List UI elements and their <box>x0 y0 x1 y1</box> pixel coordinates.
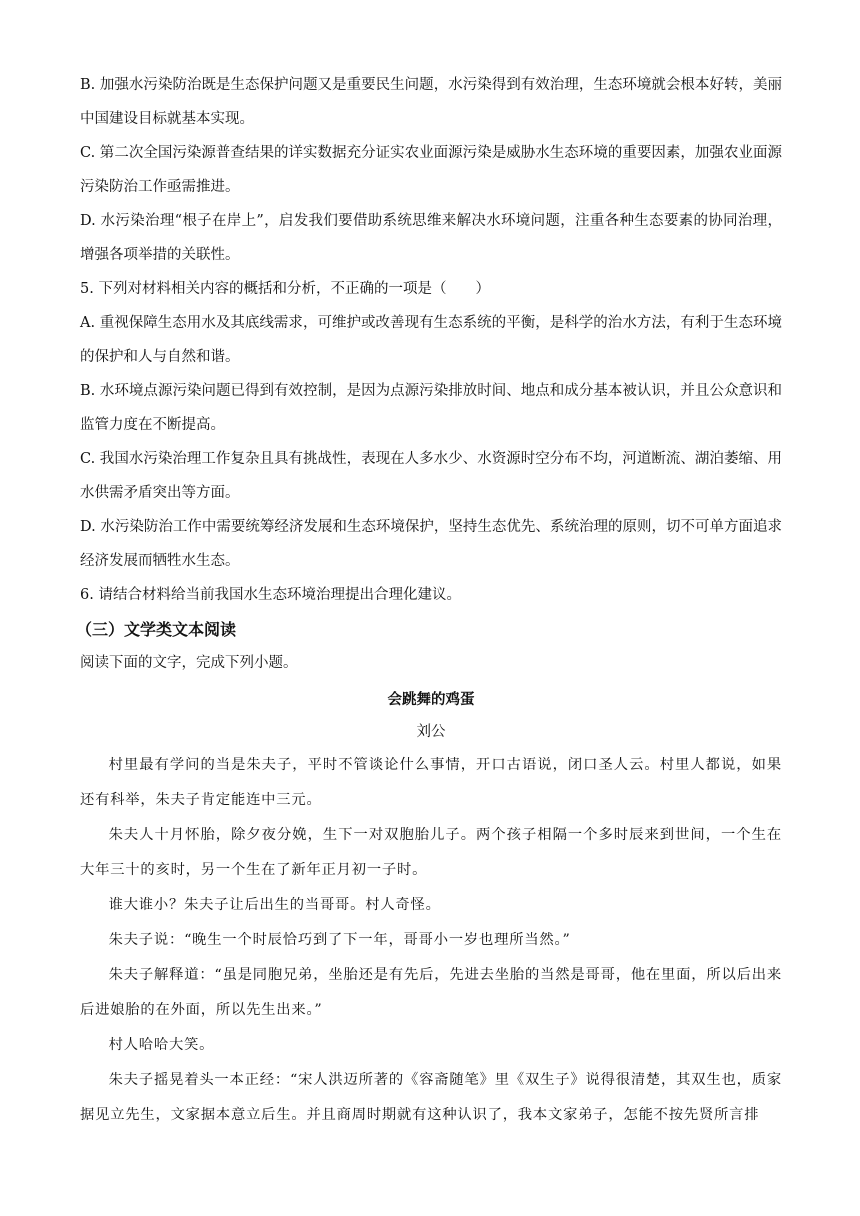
q4-option-c: C. 第二次全国污染源普查结果的详实数据充分证实农业面源污染是威胁水生态环境的重要因素，加强农业面源污染防治工作亟需推进。 <box>80 145 782 195</box>
story-paragraph: 朱夫人十月怀胎，除夕夜分娩，生下一对双胞胎儿子。两个孩子相隔一个多时辰来到世间，一个生在大年三十的亥时，另一个生在了新年正月初一子时。 <box>80 827 782 878</box>
q5-option-b: B. 水环境点源污染问题已得到有效控制，是因为点源污染排放时间、地点和成分基本被认识，并且公众意识和监管力度在不断提高。 <box>80 383 782 433</box>
section-heading: （三）文学类文本阅读 <box>76 620 237 639</box>
q4-option-b: B. 加强水污染防治既是生态保护问题又是重要民生问题，水污染得到有效治理，生态环境就会根本好转，美丽中国建设目标就基本实现。 <box>80 77 782 127</box>
q5-option-a: A. 重视保障生态用水及其底线需求，可维护或改善现有生态系统的平衡，是科学的治水方法，有利于生态环境的保护和人与自然和谐。 <box>80 315 782 365</box>
story-paragraph: 谁大谁小？朱夫子让后出生的当哥哥。村人奇怪。 <box>108 897 441 913</box>
q5-stem: 5. 下列对材料相关内容的概括和分析，不正确的一项是（ ） <box>80 281 490 297</box>
document-body <box>76 68 782 1133</box>
story-author: 刘公 <box>416 724 446 740</box>
story-paragraph: 朱夫子摇晃着头一本正经：“宋人洪迈所著的《容斋随笔》里《双生子》说得很清楚，其双生也，质家据见立先生，文家据本意立后生。并且商周时期就有这种认识了，我本文家弟子，怎能不按先贤所言排 <box>80 1072 782 1123</box>
story-paragraph: 村人哈哈大笑。 <box>108 1037 215 1053</box>
story-paragraph: 朱夫子说：“晚生一个时辰恰巧到了下一年，哥哥小一岁也理所当然。” <box>108 932 571 948</box>
q5-option-d: D. 水污染防治工作中需要统筹经济发展和生态环境保护，坚持生态优先、系统治理的原则，切不可单方面追求经济发展而牺牲水生态。 <box>80 519 782 569</box>
section-instruction: 阅读下面的文字，完成下列小题。 <box>80 655 298 671</box>
q6-stem: 6. 请结合材料给当前我国水生态环境治理提出合理化建议。 <box>80 587 461 603</box>
story-paragraph: 朱夫子解释道：“虽是同胞兄弟，坐胎还是有先后，先进去坐胎的当然是哥哥，他在里面，所以后出来后进娘胎的在外面，所以先生出来。” <box>80 967 782 1018</box>
q4-option-d: D. 水污染治理“根子在岸上”，启发我们要借助系统思维来解决水环境问题，注重各种生态要素的协同治理，增强各项举措的关联性。 <box>80 213 782 263</box>
story-paragraph: 村里最有学问的当是朱夫子，平时不管谈论什么事情，开口古语说，闭口圣人云。村里人都说，如果还有科举，朱夫子肯定能连中三元。 <box>80 757 782 808</box>
story-title: 会跳舞的鸡蛋 <box>387 691 475 708</box>
q5-option-c: C. 我国水污染治理工作复杂且具有挑战性，表现在人多水少、水资源时空分布不均，河道断流、湖泊萎缩、用水供需矛盾突出等方面。 <box>80 451 782 501</box>
story-body <box>80 748 782 1133</box>
